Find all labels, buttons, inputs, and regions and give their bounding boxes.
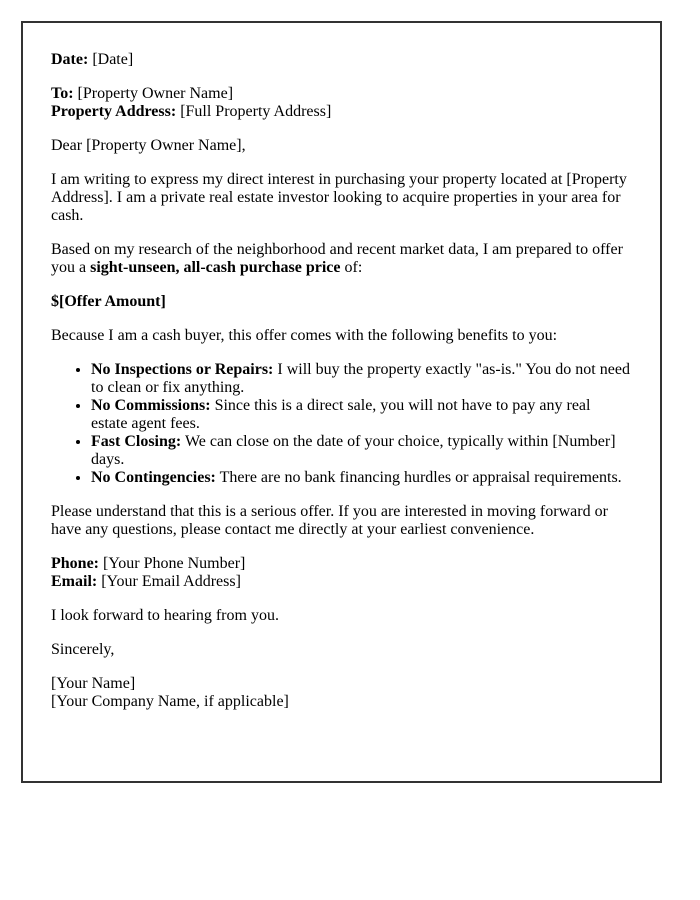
property-address-label: Property Address:	[51, 103, 177, 120]
salutation: Dear [Property Owner Name],	[51, 137, 246, 154]
benefit-text: Since this is a direct sale, you will not have to pay any real estate agent fees.	[91, 397, 591, 432]
offer-paragraph-start: Based on my research of the neighborhood and recent market data, I am prepared to offer you a	[51, 241, 623, 276]
to-label: To:	[51, 85, 74, 102]
property-address-value: [Full Property Address]	[180, 103, 332, 120]
benefits-intro: Because I am a cash buyer, this offer comes with the following benefits to you:	[51, 327, 558, 344]
benefit-item-no-contingencies	[91, 469, 630, 487]
benefit-text: There are no bank financing hurdles or appraisal requirements.	[219, 469, 622, 486]
offer-amount	[51, 293, 630, 311]
benefit-label: No Inspections or Repairs:	[91, 361, 274, 378]
email-value: [Your Email Address]	[101, 573, 241, 590]
offer-paragraph-bold: sight-unseen, all-cash purchase price	[90, 259, 341, 276]
benefit-item-no-commissions	[91, 397, 630, 433]
closing-line: I look forward to hearing from you.	[51, 607, 279, 624]
benefit-label: Fast Closing:	[91, 433, 182, 450]
benefit-label: No Contingencies:	[91, 469, 216, 486]
to-value: [Property Owner Name]	[77, 85, 234, 102]
signoff: Sincerely,	[51, 641, 115, 658]
offer-paragraph-end: of:	[344, 259, 363, 276]
email-label: Email:	[51, 573, 98, 590]
signature-name: [Your Name]	[51, 675, 136, 692]
benefits-list	[51, 361, 630, 487]
letter-page	[21, 21, 662, 783]
benefit-text: I will buy the property exactly "as-is." You do not need to clean or fix anything.	[91, 361, 630, 396]
contact-block	[51, 555, 630, 591]
date-line	[51, 51, 630, 69]
date-value: [Date]	[92, 51, 134, 68]
serious-offer-paragraph: Please understand that this is a serious offer. If you are interested in moving forward or have any questions, please contact me directly at your earliest convenience.	[51, 503, 608, 538]
recipient-block	[51, 85, 630, 121]
phone-value: [Your Phone Number]	[103, 555, 246, 572]
offer-amount-value: $[Offer Amount]	[51, 293, 166, 310]
phone-label: Phone:	[51, 555, 99, 572]
date-label: Date:	[51, 51, 89, 68]
benefit-item-fast-closing	[91, 433, 630, 469]
benefit-text: We can close on the date of your choice, typically within [Number] days.	[91, 433, 616, 468]
offer-paragraph	[51, 241, 630, 277]
benefit-label: No Commissions:	[91, 397, 211, 414]
benefit-item-no-inspections	[91, 361, 630, 397]
signature-company: [Your Company Name, if applicable]	[51, 693, 289, 710]
intro-paragraph: I am writing to express my direct interest in purchasing your property located at [Property Address]. I am a private real estate investor looking to acquire properties in your area for cash.	[51, 171, 627, 224]
signature-block	[51, 675, 630, 711]
